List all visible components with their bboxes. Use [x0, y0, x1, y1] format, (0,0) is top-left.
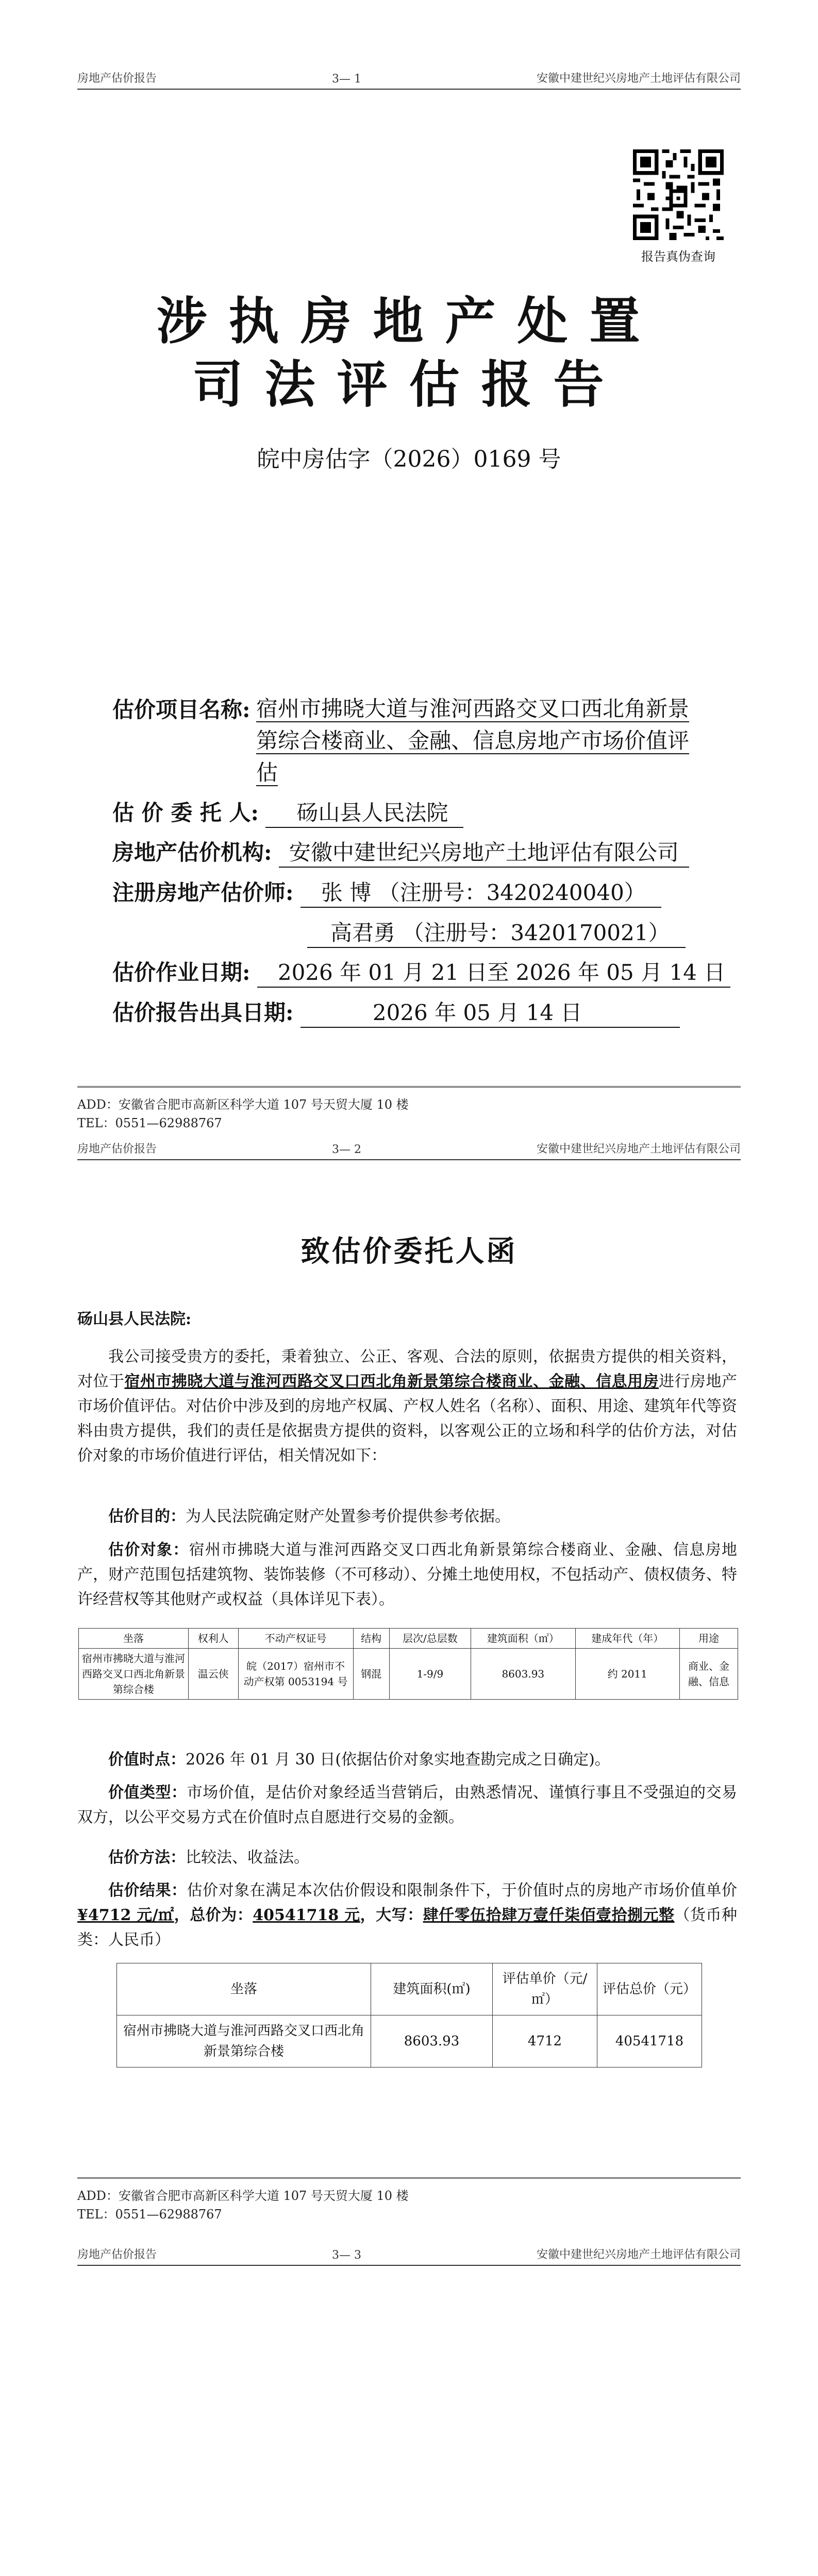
client-value: 砀山县人民法院 — [265, 796, 463, 828]
valuetype-paragraph: 价值类型：市场价值，是估价对象经适当营销后，由熟悉情况、谨慎行事且不受强迫的交易双方，以公平交易方式在价值时点自愿进行交易的金额。 — [77, 1784, 738, 1826]
page-header — [77, 62, 741, 90]
project-name-label: 估价项目名称: — [112, 697, 251, 722]
page-footer: ADD：安徽省合肥市高新区科学大道 107 号天贸大厦 10 楼 TEL：0551—62988767 — [77, 2177, 741, 2224]
intro-paragraph: 我公司接受贵方的委托，秉着独立、公正、客观、合法的原则，依据贵方提供的相关资料，对位于宿州市拂晓大道与淮河西路交叉口西北角新景第综合楼商业、金融、信息用房进行房地产市场价值评估。对估价中涉及到的房地产权属、产权人姓名（名称）、面积、用途、建筑年代等资料由贵方提供，我们的责任是依据贵方提供的资料，以客观公正的立场和科学的估价方法，对估价对象的市场价值进行评估，相关情况如下： — [77, 1348, 738, 1465]
work-date-row: 估价作业日期: 2026 年 01 月 21 日至 2026 年 05 月 14 日 — [112, 956, 730, 988]
letter-title: 致估价委托人函 — [301, 1234, 517, 1268]
work-date-value: 2026 年 01 月 21 日至 2026 年 05 月 14 日 — [257, 956, 730, 988]
issue-date-row: 估价报告出具日期: 2026 年 05 月 14 日 — [112, 996, 680, 1028]
appraiser-2: 高君勇 （注册号：3420170021） — [307, 916, 686, 948]
appraiser-1: 张 博 （注册号：3420240040） — [301, 876, 661, 908]
object-table — [78, 1628, 738, 1700]
method-paragraph: 估价方法：比较法、收益法。 — [108, 1849, 309, 1867]
object-paragraph: 估价对象：宿州市拂晓大道与淮河西路交叉口西北角新景第综合楼商业、金融、信息房地产，财产范围包括建筑物、装饰装修（不可移动）、分摊土地使用权，不包括动产、债权债务、特许经营权等其他财产或权益（具体详见下表）。 — [77, 1541, 738, 1608]
cover-page — [0, 0, 818, 1171]
agency-value: 安徽中建世纪兴房地产土地评估有限公司 — [279, 836, 689, 868]
purpose-paragraph: 估价目的：为人民法院确定财产处置参考价提供参考依据。 — [108, 1507, 510, 1526]
addressee: 砀山县人民法院: — [77, 1310, 192, 1328]
footer-addr: ADD：安徽省合肥市高新区科学大道 107 号天贸大厦 10 楼 — [77, 1097, 409, 1112]
header-right: 安徽中建世纪兴房地产土地评估有限公司 — [536, 72, 741, 85]
table-header-row: 坐落 权利人 不动产权证号 结构 层次/总层数 建筑面积（㎡） 建成年代（年） 用途 — [79, 1629, 738, 1649]
qr-code-icon[interactable] — [633, 149, 724, 240]
page-footer — [77, 1086, 741, 1132]
page-header: 房地产估价报告 3— 2 安徽中建世纪兴房地产土地评估有限公司 — [77, 1132, 741, 1160]
valuedate-paragraph: 价值时点：2026 年 01 月 30 日(依据估价对象实地查勘完成之日确定)。 — [108, 1751, 610, 1769]
header-page-no: 3— 1 — [332, 73, 361, 86]
header-left: 房地产估价报告 — [77, 72, 157, 85]
result-table — [116, 1963, 702, 2067]
appraiser-row: 注册房地产估价师: 张 博 （注册号：3420240040） — [112, 876, 661, 908]
page-header: 房地产估价报告 3— 3 安徽中建世纪兴房地产土地评估有限公司 — [77, 2238, 741, 2266]
table-header-row: 坐落 建筑面积(㎡) 评估单价（元/㎡） 评估总价（元） — [117, 1963, 702, 2015]
table-row: 宿州市拂晓大道与淮河西路交叉口西北角新景第综合楼 8603.93 4712 40541718 — [117, 2015, 702, 2067]
cover-title-line2: 司法评估报告 — [192, 355, 626, 414]
report-number: 皖中房估字（2026）0169 号 — [257, 446, 561, 472]
cover-title-line1: 涉执房地产处置 — [156, 292, 662, 351]
appraiser-row-2 — [307, 916, 686, 948]
footer-tel: TEL：0551—62988767 — [77, 1116, 222, 1130]
table-row: 宿州市拂晓大道与淮河西路交叉口西北角新景第综合楼 温云侠 皖（2017）宿州市不动产权第 0053194 号 钢混 1-9/9 8603.93 约 2011 商业、金融、信息 — [79, 1649, 738, 1700]
project-name-value: 宿州市拂晓大道与淮河西路交叉口西北角新景第综合楼商业、金融、信息房地产市场价值评估 — [256, 696, 690, 785]
result-paragraph: 估价结果：估价对象在满足本次估价假设和限制条件下，于价值时点的房地产市场价值单价¥4712 元/㎡，总价为：40541718 元，大写：肆仟零伍拾肆万壹仟柒佰壹拾捌元整（货币种类：人民币） — [77, 1882, 738, 1949]
client-row: 估 价 委 托 人: 砀山县人民法院 — [112, 796, 463, 828]
issue-date-value: 2026 年 05 月 14 日 — [301, 996, 680, 1028]
agency-row: 房地产估价机构: 安徽中建世纪兴房地产土地评估有限公司 — [112, 836, 689, 868]
qr-label: 报告真伪查询 — [641, 249, 715, 264]
notes-page — [0, 2238, 818, 2576]
